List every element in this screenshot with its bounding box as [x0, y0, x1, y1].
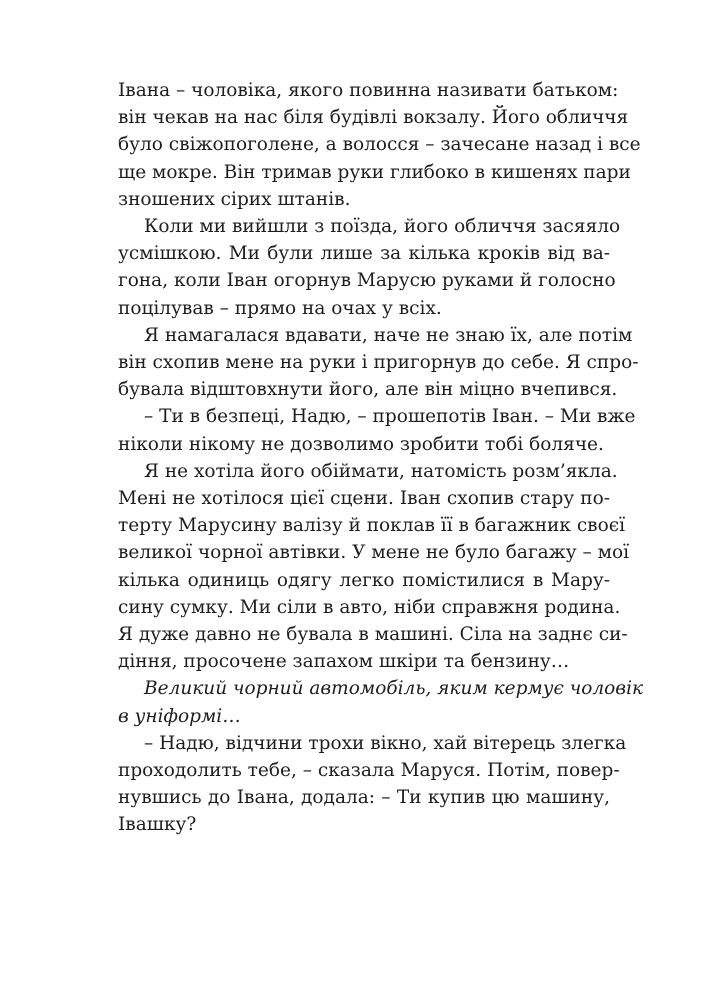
text-line: ще мокре. Він тримав руки глибоко в кишенях пари — [118, 161, 631, 183]
dialogue-line: – Надю, відчини трохи вікно, хай вітерець злегка — [144, 732, 627, 754]
text-line: Мені не хотілося цієї сцени. Іван схопив стару по- — [118, 488, 610, 509]
text-line: нувшись до Івана, додала: – Ти купив цю машину, — [118, 787, 610, 809]
paragraph-first-line: Я намагалася вдавати, наче не знаю їх, але потім — [144, 324, 633, 346]
text-line: Івашку? — [118, 814, 197, 836]
text-line: ніколи нікому не дозволимо зробити тобі боляче. — [118, 433, 604, 455]
text-line: було свіжопоголене, а волосся – зачесане назад і все — [118, 134, 641, 156]
text-line: кілька одиниць одягу легко помістилися в Мару- — [118, 569, 610, 591]
text-line: сину сумку. Ми сіли в авто, ніби справжня родина. — [118, 596, 621, 618]
text-line: великої чорної автівки. У мене не було багажу – мої — [118, 542, 630, 564]
dialogue-line: – Ти в безпеці, Надю, – прошепотів Іван. – Ми вже — [144, 406, 636, 428]
text-line: усмішкою. Ми були лише за кілька кроків від ва- — [118, 243, 610, 265]
text-line: він чекав на нас біля будівлі вокзалу. Його обличчя — [118, 107, 629, 129]
italic-thought-line: Великий чорний автомобіль, яким кермує чоловік — [144, 678, 644, 700]
text-line: поцілував – прямо на очах у всіх. — [118, 297, 442, 319]
paragraph-first-line: Коли ми вийшли з поїзда, його обличчя засяяло — [144, 216, 621, 237]
text-line: терту Марусину валізу й поклав її в багажник своєї — [118, 515, 626, 537]
paragraph-first-line: Я не хотіла його обіймати, натомість розм’якла. — [144, 460, 618, 482]
text-line: гона, коли Іван огорнув Марусю руками й голосно — [118, 270, 616, 292]
text-line: діння, просочене запахом шкіри та бензину… — [118, 651, 570, 673]
text-line: проходолить тебе, – сказала Маруся. Потім, повер- — [118, 760, 620, 781]
text-line: Я дуже давно не бувала в машині. Сіла на заднє си- — [118, 624, 628, 645]
text-line: він схопив мене на руки і пригорнув до себе. Я спро- — [118, 352, 639, 373]
italic-thought-line: в уніформі… — [118, 705, 241, 727]
text-line: зношених сірих штанів. — [118, 188, 351, 210]
text-line: бувала відштовхнути його, але він міцно вчепився. — [118, 379, 618, 401]
text-line: Івана – чоловіка, якого повинна називати батьком: — [118, 80, 619, 101]
